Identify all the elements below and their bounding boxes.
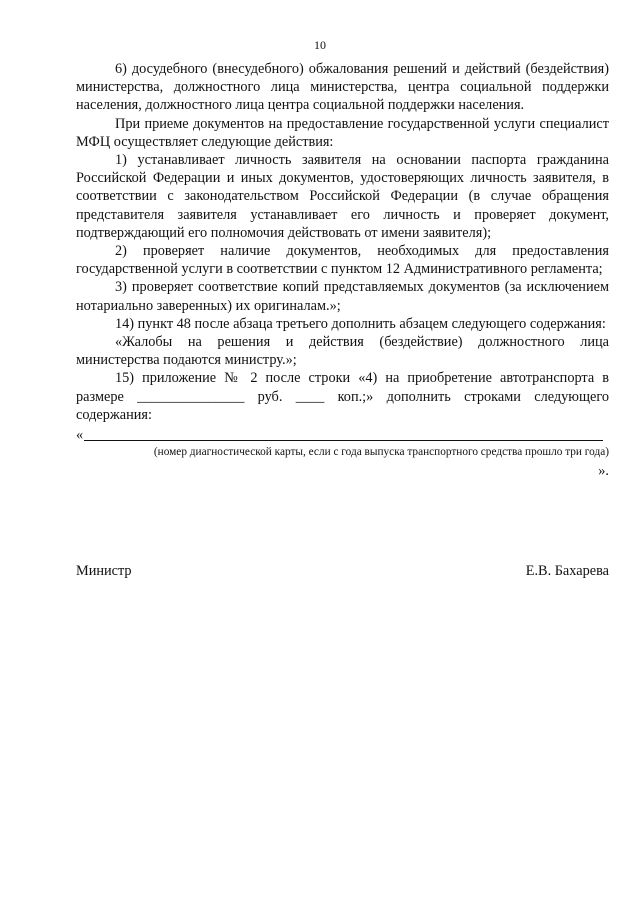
insertion-blank-line	[76, 426, 609, 444]
signatory-title: Министр	[76, 563, 132, 579]
page-number: 10	[314, 38, 326, 52]
paragraph-appeal-item: 6) досудебного (внесудебного) обжалования решений и действий (бездействия) министерства, должностного лица министерства, центра социальной поддержки населения, должностного лица центра социальной поддержки населения.	[76, 61, 609, 114]
insertion-fill-rule	[84, 440, 603, 441]
paragraph-documents-check: 2) проверяет наличие документов, необходимых для предоставления государственной услуги в соответствии с пунктом 12 Административного регламента;	[76, 243, 609, 278]
insertion-close-quote: ».	[598, 463, 609, 480]
paragraph-mfc-intro: При приеме документов на предоставление государственной услуги специалист МФЦ осуществляет следующие действия:	[76, 115, 609, 150]
signature-block	[76, 562, 609, 580]
insertion-caption: (номер диагностической карты, если с года выпуска транспортного средства прошло три года)	[153, 446, 609, 459]
document-body	[76, 60, 609, 480]
insertion-open-quote: «	[76, 427, 84, 444]
signatory-name: Е.В. Бахарева	[525, 563, 609, 579]
paragraph-point-14: 14) пункт 48 после абзаца третьего дополнить абзацем следующего содержания:	[115, 315, 606, 332]
paragraph-identity-check: 1) устанавливает личность заявителя на основании паспорта гражданина Российской Федерации и иных документов, удостоверяющих личность заявителя, в соответствии с законодательством Российской Федерации (в случае обращения представителя заявителя устанавливает его личность и проверяет документ, подтверждающий его полномочия действовать от имени заявителя);	[76, 152, 609, 241]
paragraph-copies-check: 3) проверяет соответствие копий представляемых документов (за исключением нотариально заверенных) их оригиналам.»;	[76, 279, 609, 314]
paragraph-complaints: «Жалобы на решения и действия (бездействие) должностного лица министерства подаются министру.»;	[76, 334, 609, 369]
paragraph-point-15: 15) приложение № 2 после строки «4) на приобретение автотранспорта в размере _______________ руб. ____ коп.;» дополнить строками следующего содержания:	[76, 370, 609, 423]
